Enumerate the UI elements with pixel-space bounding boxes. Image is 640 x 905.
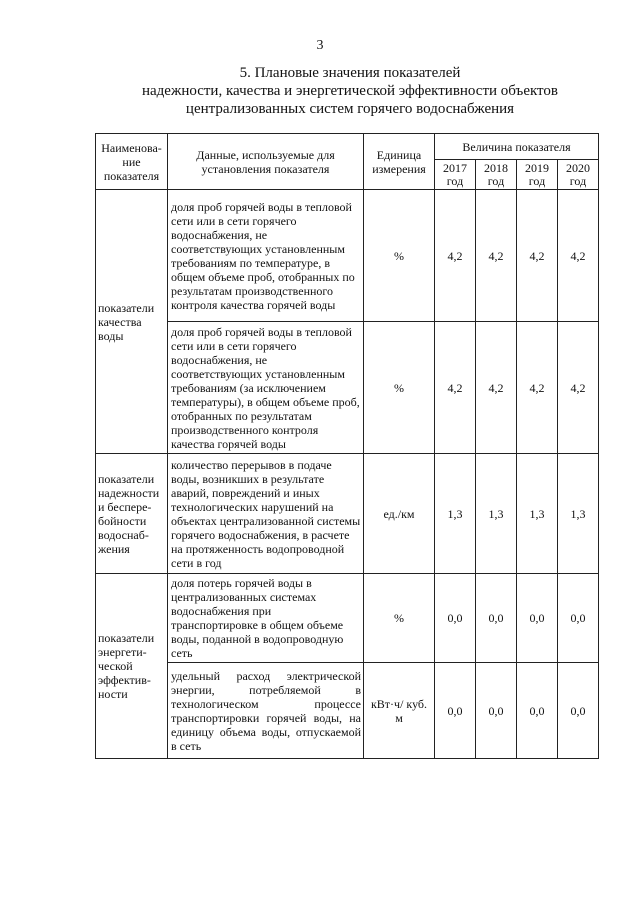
row-value-2020: 1,3 — [558, 454, 599, 574]
row-value-2017: 4,2 — [435, 190, 476, 322]
row-unit: % — [364, 574, 435, 663]
row-value-2017: 4,2 — [435, 322, 476, 454]
page-number: 3 — [316, 38, 324, 53]
header-year-2017: 2017 год — [435, 160, 476, 190]
row-value-2019: 4,2 — [517, 190, 558, 322]
row-value-2017: 0,0 — [435, 663, 476, 759]
row-value-2018: 0,0 — [476, 663, 517, 759]
row-value-2018: 4,2 — [476, 190, 517, 322]
indicators-table — [95, 133, 599, 759]
row-value-2020: 0,0 — [558, 663, 599, 759]
table-row — [96, 190, 599, 322]
header-year-2020: 2020 год — [558, 160, 599, 190]
row-description: удельный расход электрической энергии, потребляемой в технологическом процессе транспортировки горячей воды, на единицу объема воды, отпускаемой в сеть — [168, 663, 364, 759]
header-year-2018: 2018 год — [476, 160, 517, 190]
row-value-2020: 4,2 — [558, 322, 599, 454]
row-value-2019: 4,2 — [517, 322, 558, 454]
row-value-2017: 1,3 — [435, 454, 476, 574]
row-value-2020: 0,0 — [558, 574, 599, 663]
row-value-2018: 4,2 — [476, 322, 517, 454]
header-name: Наименова-ние показателя — [96, 134, 168, 190]
table-row — [96, 322, 599, 454]
table-row — [96, 574, 599, 663]
row-description: количество перерывов в подаче воды, возникших в результате аварий, повреждений и иных технологических нарушений на объектах централизованной системы горячего водоснабжения, в расчете на протяженность водопроводной сети в год — [168, 454, 364, 574]
title-line-2: надежности, качества и энергетической эффективности объектов — [141, 83, 558, 99]
group-name-energy: показатели энергети-ческой эффектив-ности — [96, 574, 168, 759]
row-value-2019: 1,3 — [517, 454, 558, 574]
row-unit: ед./км — [364, 454, 435, 574]
row-value-2017: 0,0 — [435, 574, 476, 663]
row-unit: % — [364, 190, 435, 322]
row-unit: % — [364, 322, 435, 454]
title-line-1: 5. Плановые значения показателей — [239, 65, 461, 81]
row-value-2019: 0,0 — [517, 663, 558, 759]
row-value-2020: 4,2 — [558, 190, 599, 322]
row-value-2019: 0,0 — [517, 574, 558, 663]
group-name-quality: показатели качества воды — [96, 190, 168, 454]
row-description: доля потерь горячей воды в централизованных системах водоснабжения при транспортировке в общем объеме воды, поданной в водопроводную сеть — [168, 574, 364, 663]
header-year-2019: 2019 год — [517, 160, 558, 190]
row-value-2018: 0,0 — [476, 574, 517, 663]
section-title — [90, 64, 610, 118]
table-row — [96, 663, 599, 759]
row-description: доля проб горячей воды в тепловой сети или в сети горячего водоснабжения, не соответствующих установленным требованиям по температуре, в общем объеме проб, отобранных по результатам производственного контроля качества горячей воды — [168, 190, 364, 322]
header-unit: Единица измерения — [364, 134, 435, 190]
row-unit: кВт·ч/ куб. м — [364, 663, 435, 759]
table-row — [96, 454, 599, 574]
group-name-reliability: показатели надежности и беспере-бойности водоснаб-жения — [96, 454, 168, 574]
row-description: доля проб горячей воды в тепловой сети или в сети горячего водоснабжения, не соответствующих установленным требованиям (за исключением температуры), в общем объеме проб, отобранных по результатам производственного контроля качества горячей воды — [168, 322, 364, 454]
title-line-3: централизованных систем горячего водоснабжения — [185, 101, 515, 117]
row-value-2018: 1,3 — [476, 454, 517, 574]
header-value: Величина показателя — [435, 134, 599, 160]
header-data: Данные, используемые для установления показателя — [168, 134, 364, 190]
